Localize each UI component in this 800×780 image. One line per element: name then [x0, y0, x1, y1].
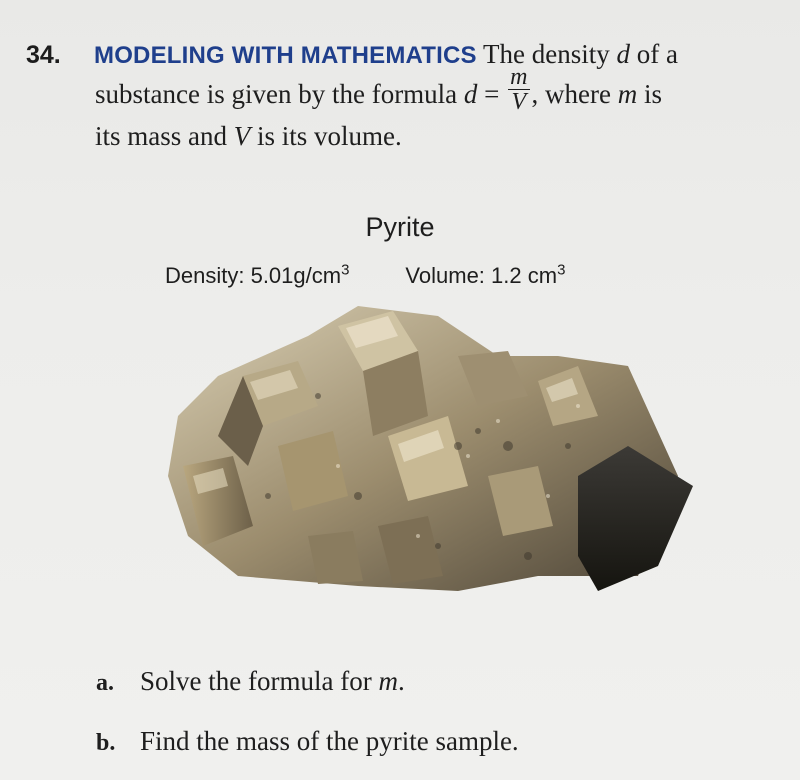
variable-V: V — [233, 121, 251, 152]
problem-text-3: its mass and — [95, 121, 234, 152]
part-b-label: b. — [96, 730, 116, 756]
problem-heading: MODELING WITH MATHEMATICS — [94, 42, 477, 69]
part-a-label: a. — [96, 670, 114, 696]
problem-text-is: is — [637, 79, 662, 109]
variable-m: m — [617, 79, 638, 109]
part-b: b. Find the mass of the pyrite sample. — [96, 712, 519, 772]
formula-variable: d — [463, 79, 478, 109]
density-fraction — [508, 65, 529, 114]
variable-d: d — [616, 39, 630, 69]
problem-text-1-end: of a — [629, 39, 678, 69]
fraction-denominator: V — [511, 89, 527, 116]
problem-text-2: substance is given by the formula — [95, 79, 464, 109]
density-label: Density: $5.01g/cm^3$ — [165, 262, 350, 289]
part-a-variable: m — [378, 666, 398, 696]
problem-statement — [26, 38, 776, 152]
part-a: a. Solve the formula for m. — [96, 652, 519, 712]
problem-text-3-end: is its volume. — [250, 121, 402, 152]
volume-label: Volume: 1.2 $cm^3$ — [405, 262, 566, 289]
problem-line-2 — [26, 64, 776, 116]
figure-properties — [165, 262, 565, 289]
problem-line-1 — [26, 38, 776, 72]
problem-line-3 — [26, 120, 776, 152]
problem-text-where: where — [538, 79, 618, 109]
formula-comma: , — [531, 79, 539, 109]
formula-equals: = — [477, 79, 507, 109]
problem-text-1: The density — [483, 39, 617, 69]
fraction-numerator: m — [510, 64, 528, 91]
problem-parts — [96, 652, 519, 772]
pyrite-rock-image — [158, 296, 698, 596]
figure-title: Pyrite — [365, 212, 435, 242]
problem-number: 34. — [26, 41, 61, 69]
